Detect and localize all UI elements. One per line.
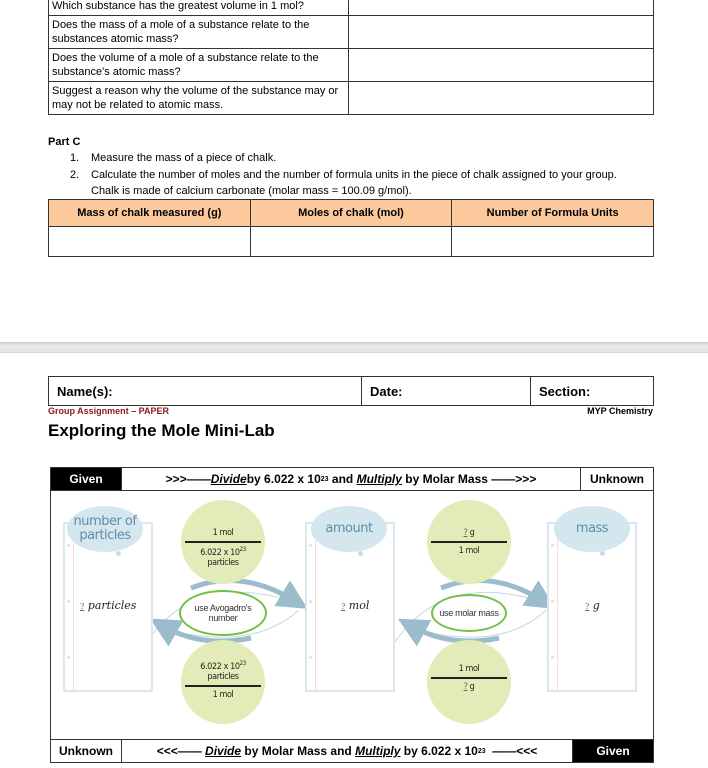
instruction-text: and [328, 472, 357, 486]
date-field[interactable]: Date: [362, 377, 531, 406]
step-text: Calculate the number of moles and the number of formula units in the piece of chalk assigned to your group. [91, 169, 617, 181]
answer-cell[interactable] [349, 0, 654, 16]
table-row [49, 227, 654, 257]
answer-cell[interactable] [349, 16, 654, 49]
answer-cell[interactable] [349, 82, 654, 115]
mass-value[interactable]: ? g [585, 599, 600, 612]
question-cell: Does the volume of a mole of a substance relate to the substance's atomic mass? [49, 49, 349, 82]
section-field[interactable]: Section: [531, 377, 654, 406]
arrow-left-icon: <<<—— [156, 744, 206, 758]
given-label: Given [573, 740, 653, 762]
reverse-instruction [121, 740, 573, 762]
arrow-right-icon: >>>—— [165, 472, 211, 486]
divide-word: Divide [205, 744, 242, 758]
instruction-text: by 6.022 x 10 [246, 472, 321, 486]
chalk-note: Chalk is made of calcium carbonate (molar mass = 100.09 g/mol). [91, 185, 412, 197]
unknown-label: Unknown [590, 472, 644, 486]
column-header: Mass of chalk measured (g) [49, 200, 251, 227]
question-cell: Which substance has the greatest volume in 1 mol? [49, 0, 349, 16]
part-c-title: Part C [48, 136, 81, 148]
amount-value[interactable]: ? mol [341, 599, 370, 612]
reverse-conversion-bar [51, 739, 653, 762]
student-info-table [48, 376, 654, 406]
instruction-text: by Molar Mass [401, 472, 492, 486]
unknown-label: Unknown [59, 744, 113, 758]
particles-value[interactable]: ? particles [80, 599, 137, 612]
question-cell: Does the mass of a mole of a substance relate to the substances atomic mass? [49, 16, 349, 49]
given-label: Given [51, 468, 121, 490]
arrow-right-icon: ——>>> [491, 472, 537, 486]
avogadro-bottom-fraction: 6.022 x $10^{23}$ particles 1 mol [185, 660, 261, 700]
table-row [49, 16, 654, 49]
table-row [49, 49, 654, 82]
mole-conversion-diagram [50, 467, 654, 763]
multiply-word: Multiply [356, 472, 402, 486]
amount-label-bubble: amount [311, 506, 387, 552]
divide-word: Divide [210, 472, 247, 486]
chalk-table [48, 199, 654, 257]
page-separator [0, 342, 708, 353]
column-header: Number of Formula Units [452, 200, 654, 227]
mass-cell[interactable] [49, 227, 251, 257]
instruction-text: by Molar Mass and [241, 744, 356, 758]
step-number: 1. [70, 152, 80, 164]
arrow-left-icon: ——<<< [485, 744, 538, 758]
mass-label-bubble: mass [554, 506, 630, 552]
table-header-row [49, 200, 654, 227]
answer-cell[interactable] [349, 49, 654, 82]
table-row [49, 0, 654, 16]
step-text: Measure the mass of a piece of chalk. [91, 152, 277, 164]
molar-mass-method-label: use molar mass [431, 594, 507, 632]
questions-table [48, 0, 654, 115]
formula-units-cell[interactable] [452, 227, 654, 257]
molar-mass-top-fraction: ? g 1 mol [431, 528, 507, 556]
name-field[interactable]: Name(s): [49, 377, 362, 406]
assignment-type: Group Assignment – PAPER [48, 406, 170, 416]
molar-mass-bottom-fraction: 1 mol ? g [431, 664, 507, 692]
moles-cell[interactable] [250, 227, 452, 257]
course-name: MYP Chemistry [587, 406, 653, 416]
exponent: 23 [477, 747, 486, 755]
instruction-text: by 6.022 x 10 [400, 744, 478, 758]
step-number: 2. [70, 169, 80, 181]
page-title: Exploring the Mole Mini-Lab [48, 421, 275, 440]
exponent: 23 [320, 475, 329, 483]
avogadro-top-fraction: 1 mol 6.022 x $10^{23}$ particles [185, 528, 261, 568]
multiply-word: Multiply [355, 744, 401, 758]
table-row [49, 82, 654, 115]
question-cell: Suggest a reason why the volume of the substance may or may not be related to atomic mass. [49, 82, 349, 115]
particles-label-bubble: number of particles [67, 506, 143, 552]
avogadro-method-label: use Avogadro's number [179, 590, 267, 636]
column-header: Moles of chalk (mol) [250, 200, 452, 227]
